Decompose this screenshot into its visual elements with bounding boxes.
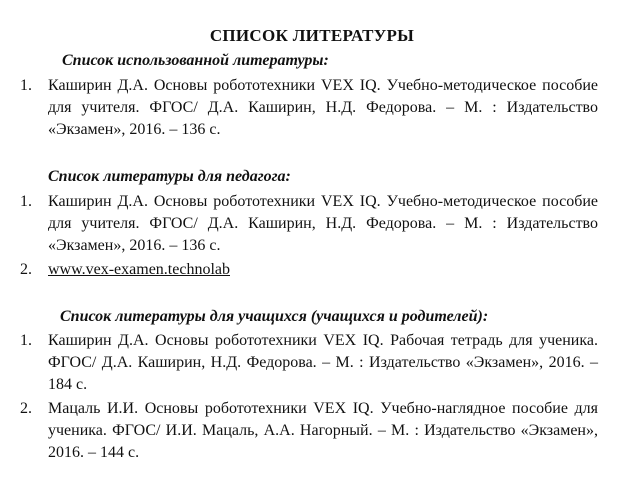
list-item-text: Каширин Д.А. Основы робототехники VEX IQ. Учебно-методическое пособие для учителя. ФГОС/ Д.А. Каширин, Н.Д. Федорова. – М. : Издательство «Экзамен», 2016. – 136 с. [48,77,598,138]
section-heading-teacher-literature: Список литературы для педагога: [48,168,291,185]
list-item [20,75,598,141]
section-heading-used-literature: Список использованной литературы: [62,52,329,69]
website-link[interactable]: www.vex-examen.technolab [48,261,230,278]
list-item-number: 2. [20,261,32,278]
list-item-number: 1. [20,77,32,94]
list-item-text: Мацаль И.И. Основы робототехники VEX IQ. Учебно-наглядное пособие для ученика. ФГОС/ И.И. Мацаль, А.А. Нагорный. – М. : Издательство «Экзамен», 2016. – 144 с. [48,400,598,461]
list-item [20,259,598,281]
page-title: СПИСОК ЛИТЕРАТУРЫ [209,26,415,45]
list-item [20,191,598,257]
list-item-number: 1. [20,332,32,349]
list-item-number: 1. [20,193,32,210]
list-item-text: Каширин Д.А. Основы робототехники VEX IQ. Учебно-методическое пособие для учителя. ФГОС/ Д.А. Каширин, Н.Д. Федорова. – М. : Издательство «Экзамен», 2016. – 136 с. [48,193,598,254]
list-item [20,398,598,464]
section-heading-student-literature: Список литературы для учащихся (учащихся и родителей): [60,308,489,325]
list-item [20,330,598,396]
list-item-text: Каширин Д.А. Основы робототехники VEX IQ. Рабочая тетрадь для ученика. ФГОС/ Д.А. Каширин, Н.Д. Федорова. – М. : Издательство «Экзамен», 2016. – 184 с. [48,332,598,393]
list-item-number: 2. [20,400,32,417]
